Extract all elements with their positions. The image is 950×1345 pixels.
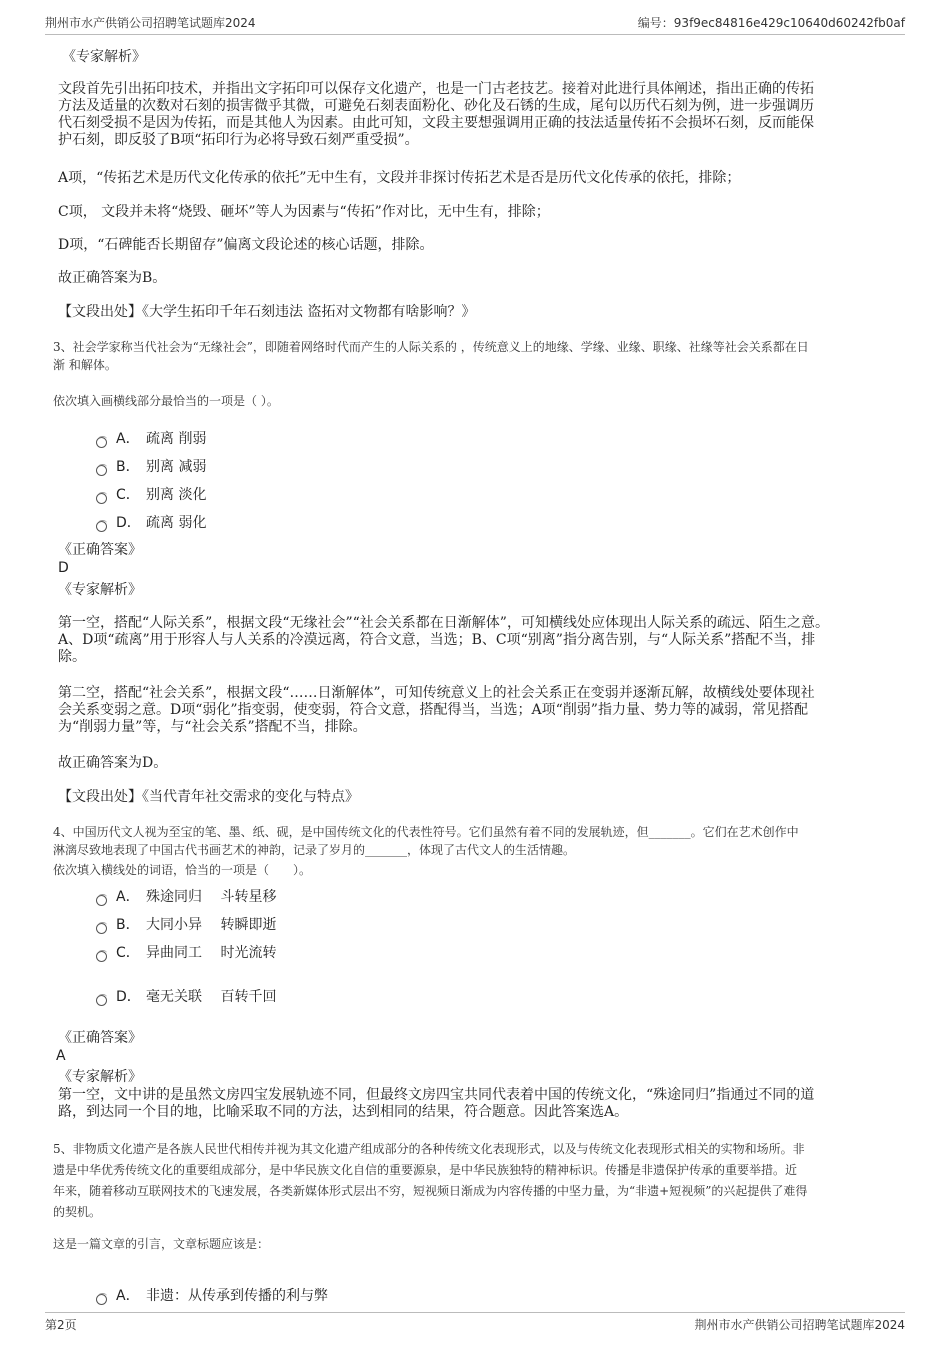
option-label: C． xyxy=(116,487,140,503)
q2-conclusion: 故正确答案为B。 xyxy=(58,270,167,286)
page-number: 第2页 xyxy=(45,1318,77,1332)
option-text: 异曲同工 时光流转 xyxy=(146,945,277,961)
q4-prompt: 依次填入横线处的词语，恰当的一项是（ ）。 xyxy=(53,863,312,877)
radio-icon[interactable] xyxy=(96,1294,107,1305)
text-line: 渐 和解体。 xyxy=(53,358,117,372)
q3-option-a[interactable] xyxy=(96,428,206,448)
q2-option-c-analysis: C项， 文段并未将“烧毁、砸坏”等人为因素与“传拓”作对比，无中生有，排除； xyxy=(58,204,550,220)
q4-option-a[interactable] xyxy=(96,886,276,906)
header-serial: 编号：93f9ec84816e429c10640d60242fb0af xyxy=(637,16,905,30)
text-line: 第一空，文中讲的是虽然文房四宝发展轨迹不同，但最终文房四宝共同代表着中国的传统文化，“殊途同归”指通过不同的道 xyxy=(58,1087,815,1103)
option-label: B． xyxy=(116,459,140,475)
option-label: B． xyxy=(116,917,140,933)
q2-analysis-paragraph xyxy=(58,81,814,149)
footer-title: 荆州市水产供销公司招聘笔试题库2024 xyxy=(694,1318,905,1332)
q3-answer-label: 《正确答案》 xyxy=(58,542,142,558)
option-label: A． xyxy=(116,431,140,447)
q3-answer: D xyxy=(58,560,69,576)
option-text: 疏离 弱化 xyxy=(146,515,207,531)
option-label: D． xyxy=(116,515,141,531)
text-line: 路，到达同一个目的地，比喻采取不同的方法，达到相同的结果，符合题意。因此答案选A。 xyxy=(58,1104,629,1120)
text-line: 3、社会学家称当代社会为“无缘社会”，即随着网络时代而产生的人际关系的 ，传统意义上的地缘、学缘、业缘、职缘、社缘等社会关系都在日 xyxy=(53,340,809,354)
option-text: 殊途同归 斗转星移 xyxy=(146,889,277,905)
q4-analysis-p1 xyxy=(58,1087,814,1121)
q4-answer: A xyxy=(56,1048,66,1064)
q5-stem xyxy=(53,1139,807,1223)
q5-option-a[interactable] xyxy=(96,1285,328,1305)
text-line: 的契机。 xyxy=(53,1205,102,1219)
text-line: 代石刻受损不是因为传拓，而是其他人为因素。由此可知，文段主要想强调用正确的技法适量传拓不会损坏石刻，反而能保 xyxy=(58,115,814,131)
radio-icon[interactable] xyxy=(96,493,107,504)
option-label: A． xyxy=(116,1288,140,1304)
q3-source: 【文段出处】《当代青年社交需求的变化与特点》 xyxy=(58,789,359,805)
q3-stem xyxy=(53,338,809,374)
q3-option-b[interactable] xyxy=(96,456,206,476)
text-line: 5、非物质文化遗产是各族人民世代相传并视为其文化遗产组成部分的各种传统文化表现形式，以及与传统文化表现形式相关的实物和场所。非 xyxy=(53,1142,805,1156)
text-line: 遗是中华优秀传统文化的重要组成部分，是中华民族文化自信的重要源泉，是中华民族独特的精神标识。传播是非遗保护传承的重要举措。近 xyxy=(53,1163,798,1177)
text-line: 文段首先引出拓印技术，并指出文字拓印可以保存文化遗产，也是一门古老技艺。接着对此进行具体阐述，指出正确的传拓 xyxy=(58,81,814,97)
text-line: 4、中国历代文人视为至宝的笔、墨、纸、砚，是中国传统文化的代表性符号。它们虽然有着不同的发展轨迹，但_______。它们在艺术创作中 xyxy=(53,825,799,839)
radio-icon[interactable] xyxy=(96,951,107,962)
q2-option-d-analysis: D项，“石碑能否长期留存”偏离文段论述的核心话题，排除。 xyxy=(58,237,434,253)
text-line: 护石刻，即反驳了B项“拓印行为必将导致石刻严重受损”。 xyxy=(58,132,419,148)
q4-answer-label: 《正确答案》 xyxy=(58,1030,142,1046)
option-label: C． xyxy=(116,945,140,961)
q3-analysis-p1 xyxy=(58,615,829,666)
q3-analysis-p2 xyxy=(58,685,815,736)
text-line: A、D项“疏离”用于形容人与人关系的冷漠远离，符合文意，当选；B、C项“别离”指分离告别，与“人际关系”搭配不当，排 xyxy=(58,632,816,648)
radio-icon[interactable] xyxy=(96,437,107,448)
text-line: 方法及适量的次数对石刻的损害微乎其微，可避免石刻表面粉化、砂化及石锈的生成，尾句以历代石刻为例，进一步强调历 xyxy=(58,98,814,114)
q3-expert-label: 《专家解析》 xyxy=(58,582,142,598)
q2-source: 【文段出处】《大学生拓印千年石刻违法 盗拓对文物都有啥影响？》 xyxy=(58,304,476,320)
option-label: D． xyxy=(116,989,141,1005)
q5-prompt: 这是一篇文章的引言，文章标题应该是： xyxy=(53,1237,270,1251)
option-text: 疏离 削弱 xyxy=(146,431,207,447)
radio-icon[interactable] xyxy=(96,923,107,934)
text-line: 第一空，搭配“人际关系”，根据文段“无缘社会”“社会关系都在日渐解体”，可知横线处应体现出人际关系的疏远、陌生之意。 xyxy=(58,615,829,631)
q4-option-b[interactable] xyxy=(96,914,276,934)
text-line: 淋漓尽致地表现了中国古代书画艺术的神韵，记录了岁月的_______，体现了古代文人的生活情趣。 xyxy=(53,843,576,857)
q4-option-c[interactable] xyxy=(96,942,276,962)
q3-option-c[interactable] xyxy=(96,484,206,504)
option-text: 别离 减弱 xyxy=(146,459,207,475)
option-text: 毫无关联 百转千回 xyxy=(146,989,277,1005)
q3-conclusion: 故正确答案为D。 xyxy=(58,755,168,771)
text-line: 年来，随着移动互联网技术的飞速发展，各类新媒体形式层出不穷，短视频日渐成为内容传播的中坚力量，为“非遗+短视频”的兴起提供了难得 xyxy=(53,1184,808,1198)
expert-analysis-label: 《专家解析》 xyxy=(62,49,146,65)
option-text: 非遗：从传承到传播的利与弊 xyxy=(146,1288,328,1304)
header-title: 荆州市水产供销公司招聘笔试题库2024 xyxy=(45,16,256,30)
radio-icon[interactable] xyxy=(96,995,107,1006)
q4-stem xyxy=(53,823,799,859)
page-header xyxy=(45,14,905,35)
text-line: 第二空，搭配“社会关系”，根据文段“……日渐解体”，可知传统意义上的社会关系正在变弱并逐渐瓦解，故横线处要体现社 xyxy=(58,685,815,701)
radio-icon[interactable] xyxy=(96,895,107,906)
radio-icon[interactable] xyxy=(96,521,107,532)
option-text: 大同小异 转瞬即逝 xyxy=(146,917,277,933)
option-label: A． xyxy=(116,889,140,905)
text-line: 除。 xyxy=(58,649,86,665)
q3-prompt: 依次填入画横线部分最恰当的一项是（ ）。 xyxy=(53,394,279,408)
q4-expert-label: 《专家解析》 xyxy=(58,1069,142,1085)
text-line: 为“削弱力量”等，与“社会关系”搭配不当，排除。 xyxy=(58,719,367,735)
q2-option-a-analysis: A项，“传拓艺术是历代文化传承的依托”无中生有，文段并非探讨传拓艺术是否是历代文化传承的依托，排除； xyxy=(58,170,741,186)
q3-option-d[interactable] xyxy=(96,512,206,532)
option-text: 别离 淡化 xyxy=(146,487,207,503)
q4-option-d[interactable] xyxy=(96,986,276,1006)
text-line: 会关系变弱之意。D项“弱化”指变弱，使变弱，符合文意，搭配得当，当选；A项“削弱”指力量、势力等的减弱，常见搭配 xyxy=(58,702,808,718)
page-footer xyxy=(45,1312,905,1335)
radio-icon[interactable] xyxy=(96,465,107,476)
